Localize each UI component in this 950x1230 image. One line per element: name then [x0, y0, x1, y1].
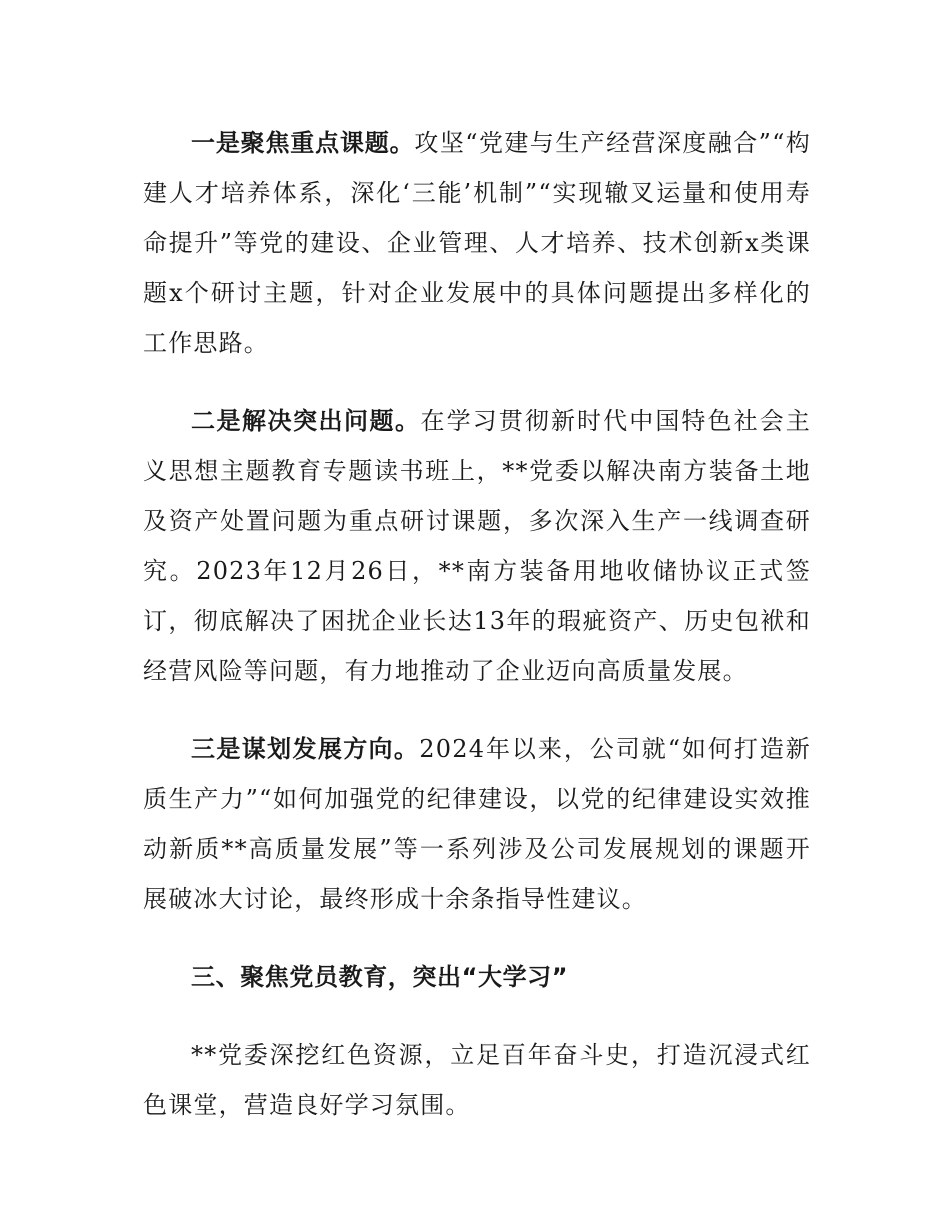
paragraph-text: 2024年以来，公司就“如何打造新质生产力”“如何加强党的纪律建设，以党的纪律建设实效推动新质**高质量发展”等一系列涉及公司发展规划的课题开展破冰大讨论，最终形成十余条指导性建议。: [143, 735, 811, 913]
paragraph-solve-problems: [143, 396, 811, 696]
paragraph-lead: 三是谋划发展方向。: [191, 735, 420, 763]
paragraph-text: 在学习贯彻新时代中国特色社会主义思想主题教育专题读书班上，**党委以解决南方装备土地及资产处置问题为重点研讨课题，多次深入生产一线调查研究。2023年12月26日，**南方装备用地收储协议正式签订，彻底解决了困扰企业长达13年的瑕疵资产、历史包袱和经营风险等问题，有力地推动了企业迈向高质量发展。: [143, 407, 812, 685]
paragraph-focus-topics: [143, 118, 811, 368]
paragraph-text: 攻坚“党建与生产经营深度融合”“构建人才培养体系，深化‘三能’机制”“实现辙叉运量和使用寿命提升”等党的建设、企业管理、人才培养、技术创新x类课题x个研讨主题，针对企业发展中的具体问题提出多样化的工作思路。: [143, 129, 811, 357]
paragraph-closing: **党委深挖红色资源，立足百年奋斗史，打造沉浸式红色课堂，营造良好学习氛围。: [143, 1041, 811, 1119]
document-body: [143, 118, 811, 1158]
paragraph-lead: 二是解决突出问题。: [191, 407, 421, 435]
section-heading: 三、聚焦党员教育，突出“大学习”: [191, 963, 569, 991]
paragraph-lead: 一是聚焦重点课题。: [191, 129, 415, 157]
paragraph-plan-direction: [143, 724, 811, 924]
